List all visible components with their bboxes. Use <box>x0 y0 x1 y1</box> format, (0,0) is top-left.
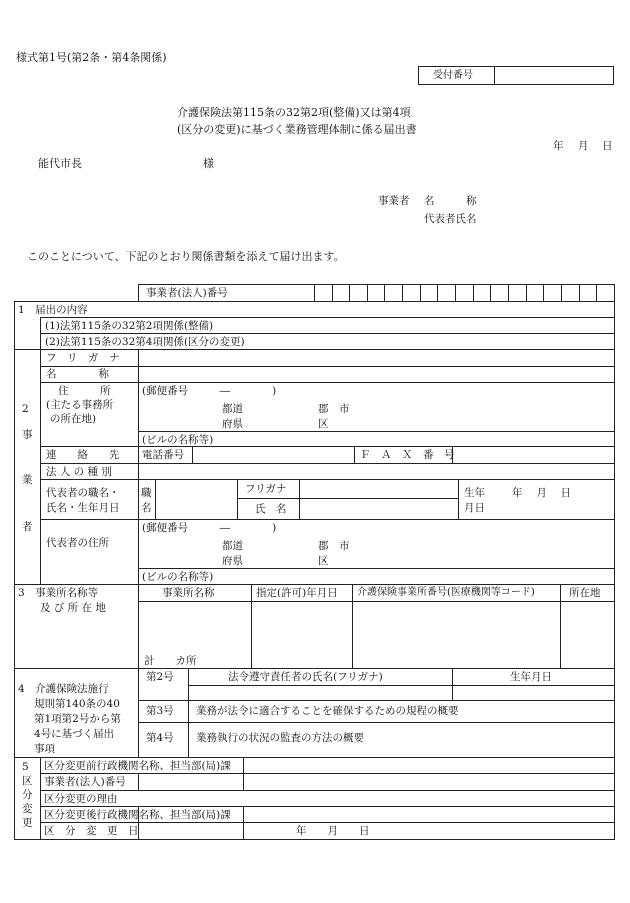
section3-title2: 及 び 所 在 地 <box>40 602 106 614</box>
doc-title-line1: 介護保険法第115条の32第2項(整備)又は第4項 <box>177 106 411 119</box>
intro-text: このことについて、下記のとおり関係書類を添えて届け出ます。 <box>27 250 345 263</box>
rep-title-line2: 氏名・生年月日 <box>46 502 120 514</box>
rep-fuken-label: 府県 <box>222 555 243 567</box>
birth-label1: 生年 <box>464 487 485 499</box>
date-year: 年 <box>553 140 564 152</box>
section4-line1: 4 介護保険法施行 <box>18 683 109 695</box>
section4-no2: 第2号 <box>146 671 174 683</box>
phone-label: 電話番号 <box>142 449 184 461</box>
section5-row5: 区 分 変 更 日 <box>44 825 139 837</box>
section4-no3: 第3号 <box>146 705 174 717</box>
business-label: 事業者 <box>378 195 410 207</box>
rep-gun-label: 郡 市 <box>318 540 350 552</box>
rep-address-label: 代表者の住所 <box>46 537 109 549</box>
addressee: 能代市長 <box>38 157 82 170</box>
section4-no2-birth: 生年月日 <box>510 671 552 683</box>
address-sub1: (主たる事務所 <box>46 399 114 411</box>
section1-title: 1 届出の内容 <box>18 304 88 316</box>
business-name-label: 名 称 <box>424 195 477 207</box>
section1-option2[interactable]: (2)法第115条の32第4項関係(区分の変更) <box>45 336 245 348</box>
rep-todo-label: 都道 <box>222 540 243 552</box>
rep-ku-label: 区 <box>318 555 329 567</box>
receipt-number-label: 受付番号 <box>433 70 473 81</box>
section4-no4-text: 業務執行の状況の監査の方法の概要 <box>196 732 364 744</box>
section5-row4: 区分変更後行政機関名称、担当部(局)課 <box>44 809 231 821</box>
contact-label: 連 絡 先 <box>46 449 120 461</box>
section3-total: 計 カ所 <box>144 655 197 667</box>
address-label: 住 所 <box>58 385 111 397</box>
section4-no3-text: 業務が法令に適合することを確保するための規程の概要 <box>196 705 459 717</box>
rep-furigana-label: フリガナ <box>245 483 287 495</box>
section5-char4: 更 <box>22 817 33 829</box>
receipt-number-input[interactable] <box>498 69 610 83</box>
section5-char1: 区 <box>22 775 33 787</box>
section4-line5: 事項 <box>34 743 55 755</box>
todo-label: 都道 <box>222 403 243 415</box>
address-sub2: の所在地) <box>50 413 97 425</box>
section3-col-number: 介護保険事業所番号(医療機関等コード) <box>357 587 535 598</box>
section3-title1: 3 事業所名称等 <box>18 587 99 599</box>
representative-label: 代表者氏名 <box>424 213 477 225</box>
doc-title-line2: (区分の変更)に基づく業務管理体制に係る届出書 <box>177 123 417 136</box>
date-day: 日 <box>602 140 613 152</box>
section3-col-location: 所在地 <box>569 587 601 599</box>
section4-line4: 4号に基づく届出 <box>34 728 115 740</box>
fax-label: Ｆ Ａ Ｘ 番 号 <box>360 449 455 461</box>
section2-char1: 事 <box>22 429 33 441</box>
rep-building-label: (ビルの名称等) <box>142 571 214 583</box>
section4-no2-text: 法令遵守責任者の氏名(フリガナ) <box>228 671 383 683</box>
section5-row3: 区分変更の理由 <box>44 793 118 805</box>
section4-no4: 第4号 <box>146 732 174 744</box>
furigana-label: フ リ ガ ナ <box>46 352 120 364</box>
section4-line2: 規則第140条の40 <box>34 698 120 710</box>
name-label: 名 称 <box>46 368 109 380</box>
shoku-char2: 名 <box>141 502 152 514</box>
rep-postal-label: (郵便番号 ― ) <box>142 522 277 534</box>
postal-label: (郵便番号 ― ) <box>142 385 277 397</box>
corp-type-label: 法 人 の 種 別 <box>46 466 112 478</box>
birth-label2: 月日 <box>464 502 485 514</box>
section2-char3: 者 <box>22 521 33 533</box>
birth-ymd: 年 月 日 <box>512 487 572 499</box>
honorific: 様 <box>203 157 214 170</box>
rep-title-line1: 代表者の職名・ <box>46 487 120 499</box>
section3-col-date: 指定(許可)年月日 <box>256 587 338 599</box>
building-label: (ビルの名称等) <box>142 434 214 446</box>
section5-row2: 事業者(法人)番号 <box>44 776 126 788</box>
section5-row1: 区分変更前行政機関名称、担当部(局)課 <box>44 760 231 772</box>
rep-name-label: 氏 名 <box>255 503 287 515</box>
gun-label: 郡 市 <box>318 403 350 415</box>
section5-char2: 分 <box>22 789 33 801</box>
section5-ymd: 年 月 日 <box>296 825 370 837</box>
shoku-char1: 職 <box>141 487 152 499</box>
fuken-label: 府県 <box>222 418 243 430</box>
ku-label: 区 <box>318 418 329 430</box>
section2-char2: 業 <box>22 474 33 486</box>
section4-line3: 第1項第2号から第 <box>34 713 121 725</box>
section1-option1[interactable]: (1)法第115条の32第2項関係(整備) <box>45 320 214 332</box>
corp-number-label: 事業者(法人)番号 <box>146 287 228 299</box>
section5-number: 5 <box>22 761 29 773</box>
date-month: 月 <box>578 140 589 152</box>
section2-number: 2 <box>22 403 29 415</box>
form-number: 様式第1号(第2条・第4条関係) <box>16 51 167 64</box>
section3-col-name: 事業所名称 <box>162 587 215 599</box>
section5-char3: 変 <box>22 803 33 815</box>
